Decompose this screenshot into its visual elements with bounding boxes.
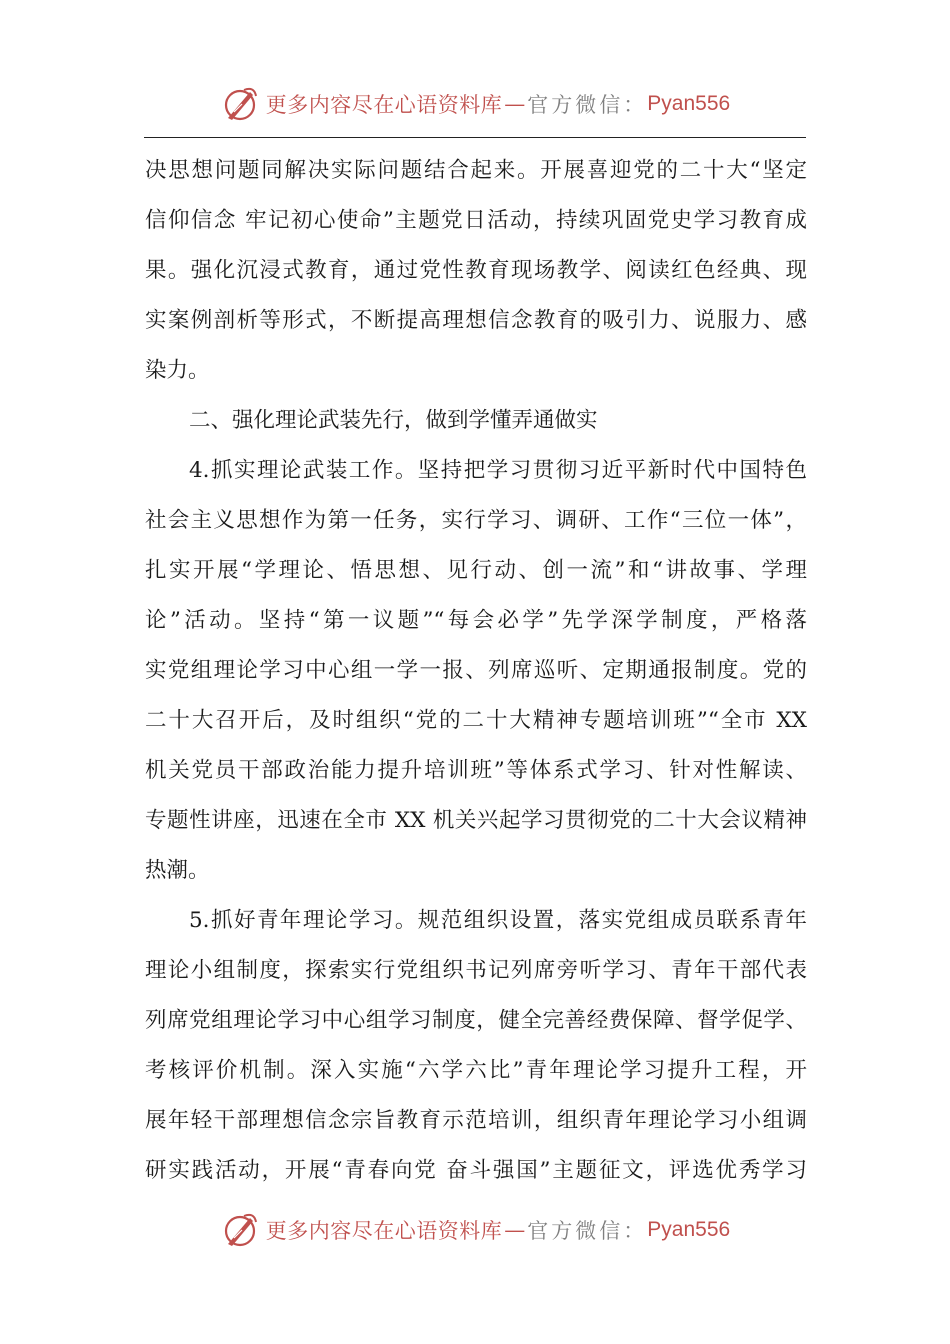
paragraph-start: 5.抓好青年理论学习。规范组织设置，落实党组成员联系青年	[189, 908, 807, 933]
document-body	[145, 146, 807, 1196]
text-line: 社会主义思想作为第一任务，实行学习、调研、工作“三位一体”，	[145, 508, 807, 533]
wechat-id: Pyan556	[647, 1218, 731, 1241]
text-line: 扎实开展“学理论、悟思想、见行动、创一流”和“讲故事、学理	[145, 558, 807, 583]
banner-text: 更多内容尽在心语资料库	[265, 1219, 503, 1243]
text-line: 理论小组制度，探索实行党组织书记列席旁听学习、青年干部代表	[145, 958, 807, 983]
banner-text: 更多内容尽在心语资料库	[265, 93, 503, 117]
text-line: 实党组理论学习中心组一学一报、列席巡听、定期通报制度。党的	[145, 658, 807, 683]
text-line: 考核评价机制。深入实施“六学六比”青年理论学习提升工程，开	[145, 1058, 807, 1083]
text-line: 研实践活动，开展“青春向党 奋斗强国”主题征文，评选优秀学习	[145, 1158, 807, 1183]
text-line: 果。强化沉浸式教育，通过党性教育现场教学、阅读红色经典、现	[145, 258, 807, 283]
wechat-id: Pyan556	[647, 92, 731, 115]
text-line: 列席党组理论学习中心组学习制度，健全完善经费保障、督学促学、	[145, 1008, 807, 1033]
text-line: 二十大召开后，及时组织“党的二十大精神专题培训班”“全市 XX	[145, 708, 807, 733]
text-line: 展年轻干部理想信念宗旨教育示范培训，组织青年理论学习小组调	[145, 1108, 807, 1133]
text-line: 热潮。	[145, 858, 210, 883]
section-heading: 二、强化理论武装先行，做到学懂弄通做实	[189, 408, 598, 433]
banner-dash: —	[504, 92, 526, 116]
paragraph-start: 4.抓实理论武装工作。坚持把学习贯彻习近平新时代中国特色	[189, 458, 807, 483]
pen-quill-logo-icon	[220, 84, 260, 124]
text-line: 论”活动。坚持“第一议题”“每会必学”先学深学制度，严格落	[145, 608, 807, 633]
text-line: 决思想问题同解决实际问题结合起来。开展喜迎党的二十大“坚定	[145, 158, 807, 183]
header-banner	[0, 80, 950, 128]
text-line: 专题性讲座，迅速在全市 XX 机关兴起学习贯彻党的二十大会议精神	[145, 808, 807, 833]
text-line: 实案例剖析等形式，不断提高理想信念教育的吸引力、说服力、感	[145, 308, 807, 333]
text-line: 机关党员干部政治能力提升培训班”等体系式学习、针对性解读、	[145, 758, 807, 783]
official-label: 官方微信：	[527, 93, 648, 117]
header-divider	[144, 137, 806, 138]
pen-quill-logo-icon	[220, 1210, 260, 1250]
text-line: 信仰信念 牢记初心使命”主题党日活动，持续巩固党史学习教育成	[145, 208, 807, 233]
text-line: 染力。	[145, 358, 210, 383]
banner-dash: —	[504, 1218, 526, 1242]
footer-banner	[0, 1206, 950, 1254]
official-label: 官方微信：	[527, 1219, 648, 1243]
